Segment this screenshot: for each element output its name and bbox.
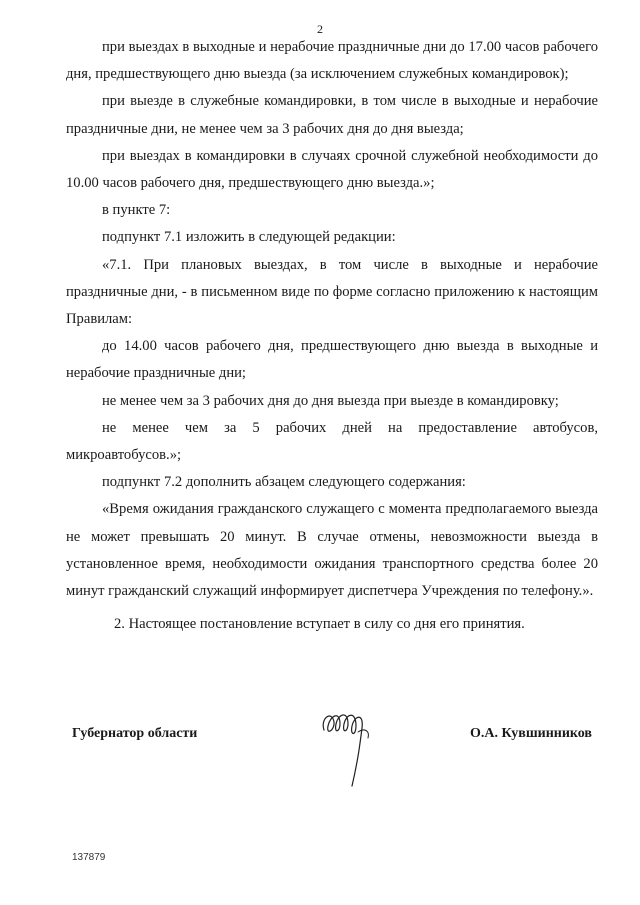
document-code: 137879 [72,852,106,863]
paragraph: «7.1. При плановых выездах, в том числе в выходные и нерабочие праздничные дни, - в письменном виде по форме согласно приложению к настоящим Правилам: [66,256,598,328]
paragraph: до 14.00 часов рабочего дня, предшествующего дню выезда в выходные и нерабочие праздничные дни; [66,338,598,382]
paragraph: при выездах в выходные и нерабочие праздничные дни до 17.00 часов рабочего дня, предшествующего дню выезда (за исключением служебных командировок); [66,39,598,83]
paragraph: подпункт 7.1 изложить в следующей редакции: [102,229,396,246]
paragraph: не менее чем за 3 рабочих дня до дня выезда при выезде в командировку; [102,392,559,409]
page-number: 2 [317,22,323,36]
paragraph: не менее чем за 5 рабочих дней на предоставление автобусов, микроавтобусов.»; [66,419,598,464]
final-paragraph: 2. Настоящее постановление вступает в силу со дня его принятия. [114,616,525,633]
document-body [66,34,598,638]
handwritten-signature [318,700,386,790]
paragraph: при выезде в служебные командировки, в том числе в выходные и нерабочие праздничные дни, не менее чем за 3 рабочих дня до дня выезда; [66,93,598,137]
paragraph: при выездах в командировки в случаях срочной служебной необходимости до 10.00 часов рабочего дня, предшествующего дню выезда.»; [66,147,598,192]
paragraph: подпункт 7.2 дополнить абзацем следующего содержания: [102,474,466,491]
paragraph: «Время ожидания гражданского служащего с момента предполагаемого выезда не может превышать 20 минут. В случае отмены, невозможности выезда в установленное время, необходимости ожидания транспортного средства более 20 минут гражданский служащий информирует диспетчера Учреждения по телефону.». [66,501,598,600]
signatory-name: О.А. Кувшинников [469,726,592,741]
paragraph: в пункте 7: [102,202,171,219]
signatory-title: Губернатор области [72,726,198,741]
